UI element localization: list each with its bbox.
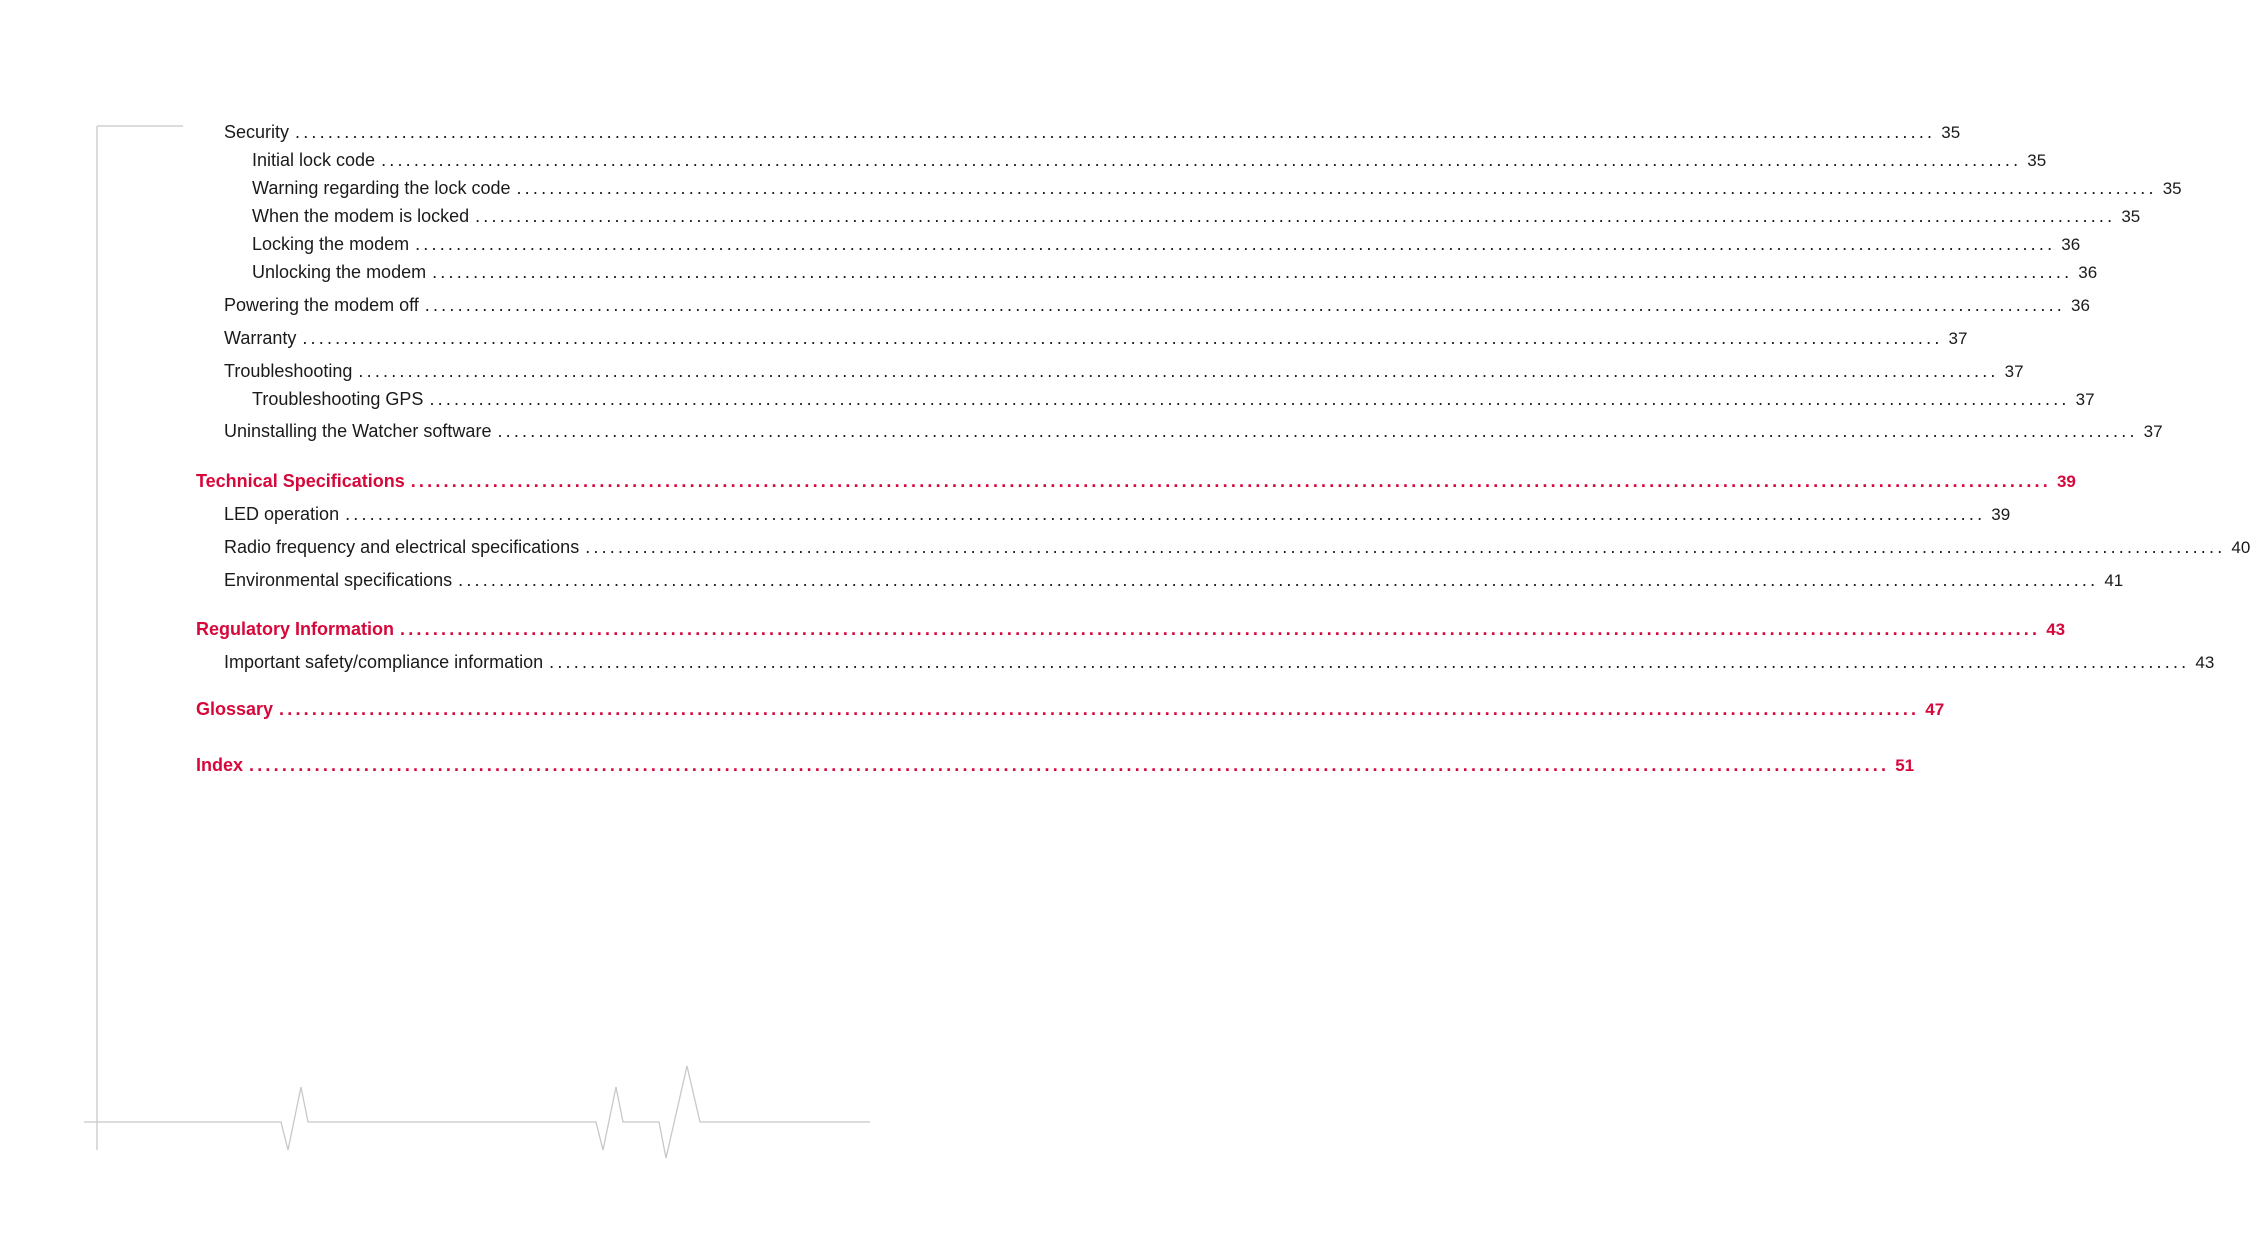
toc-entry-title: Technical Specifications [196,471,405,491]
toc-dot-leader: ........................................................................................................................................................................................................ [249,755,1890,775]
toc-dot-leader: ........................................................................................................................................................................................................ [585,537,2226,557]
toc-page-number: 37 [2075,390,2095,409]
toc-entry-title: Regulatory Information [196,619,395,639]
toc-page-number: 47 [1925,700,1945,719]
toc-subsection-entry[interactable] [0,261,2098,284]
toc-section-entry[interactable] [0,569,2124,592]
toc-section-entry[interactable] [0,327,1968,350]
toc-section-entry[interactable] [0,360,2024,383]
toc-dot-leader: ........................................................................................................................................................................................................ [400,619,2041,639]
toc-entry-title: Uninstalling the Watcher software [224,421,492,441]
toc-dot-leader: ........................................................................................................................................................................................................ [279,699,1920,719]
toc-page-number: 35 [2162,179,2182,198]
toc-entry-title: Warning regarding the lock code [252,178,511,198]
toc-page-number: 41 [2104,571,2124,590]
toc-dot-leader: ........................................................................................................................................................................................................ [549,652,2190,672]
toc-entry-title: Index [196,755,244,775]
toc-chapter-entry[interactable] [0,618,2066,641]
toc-entry-title: Warranty [224,328,297,348]
toc-subsection-entry[interactable] [0,177,2182,200]
toc-page-number: 37 [1948,329,1968,348]
toc-dot-leader: ........................................................................................................................................................................................................ [497,421,2138,441]
toc-section-entry[interactable] [0,503,2011,526]
toc-page-number: 51 [1895,756,1915,775]
toc-dot-leader: ........................................................................................................................................................................................................ [415,234,2056,254]
toc-dot-leader: ........................................................................................................................................................................................................ [424,295,2065,315]
toc-subsection-entry[interactable] [0,149,2047,172]
toc-entry-title: Troubleshooting [224,361,353,381]
toc-page-number: 35 [1941,123,1961,142]
toc-entry-title: Troubleshooting GPS [252,389,424,409]
toc-entry-title: LED operation [224,504,340,524]
toc-page-number: 39 [1991,505,2011,524]
toc-page-number: 43 [2195,653,2215,672]
toc-dot-leader: ........................................................................................................................................................................................................ [381,150,2022,170]
toc-dot-leader: ........................................................................................................................................................................................................ [358,361,1999,381]
toc-section-entry[interactable] [0,121,1961,144]
toc-page-number: 37 [2143,422,2163,441]
toc-section-entry[interactable] [0,536,2250,559]
toc-dot-leader: ........................................................................................................................................................................................................ [345,504,1986,524]
toc-entry-title: Security [224,122,290,142]
toc-subsection-entry[interactable] [0,205,2141,228]
heartbeat-line [84,1066,870,1158]
toc-chapter-entry[interactable] [0,470,2076,493]
toc-entry-title: Unlocking the modem [252,262,427,282]
toc-dot-leader: ........................................................................................................................................................................................................ [432,262,2073,282]
toc-page-number: 40 [2231,538,2250,557]
toc-section-entry[interactable] [0,420,2163,443]
toc-subsection-entry[interactable] [0,388,2095,411]
toc-page-number: 43 [2046,620,2066,639]
toc-page-number: 37 [2004,362,2024,381]
toc-entry-title: Powering the modem off [224,295,419,315]
toc-page-number: 36 [2061,235,2081,254]
toc-page-number: 36 [2070,296,2090,315]
toc-page-number: 39 [2056,472,2076,491]
toc-page-number: 36 [2078,263,2098,282]
toc-chapter-entry[interactable] [0,698,1945,721]
toc-dot-leader: ........................................................................................................................................................................................................ [475,206,2116,226]
toc-entry-title: Environmental specifications [224,570,453,590]
toc-entry-title: Glossary [196,699,274,719]
toc-chapter-entry[interactable] [0,754,1915,777]
toc-dot-leader: ........................................................................................................................................................................................................ [516,178,2157,198]
toc-dot-leader: ........................................................................................................................................................................................................ [429,389,2070,409]
toc-section-entry[interactable] [0,651,2215,674]
toc-entry-title: Important safety/compliance information [224,652,544,672]
toc-section-entry[interactable] [0,294,2090,317]
toc-subsection-entry[interactable] [0,233,2081,256]
toc-dot-leader: ........................................................................................................................................................................................................ [302,328,1943,348]
toc-dot-leader: ........................................................................................................................................................................................................ [458,570,2099,590]
toc-dot-leader: ........................................................................................................................................................................................................ [295,122,1936,142]
toc-dot-leader: ........................................................................................................................................................................................................ [410,471,2051,491]
toc-page-number: 35 [2121,207,2141,226]
toc-entry-title: Initial lock code [252,150,376,170]
toc-entry-title: Radio frequency and electrical specifications [224,537,580,557]
toc-page-number: 35 [2027,151,2047,170]
toc-entry-title: Locking the modem [252,234,410,254]
toc-entry-title: When the modem is locked [252,206,470,226]
